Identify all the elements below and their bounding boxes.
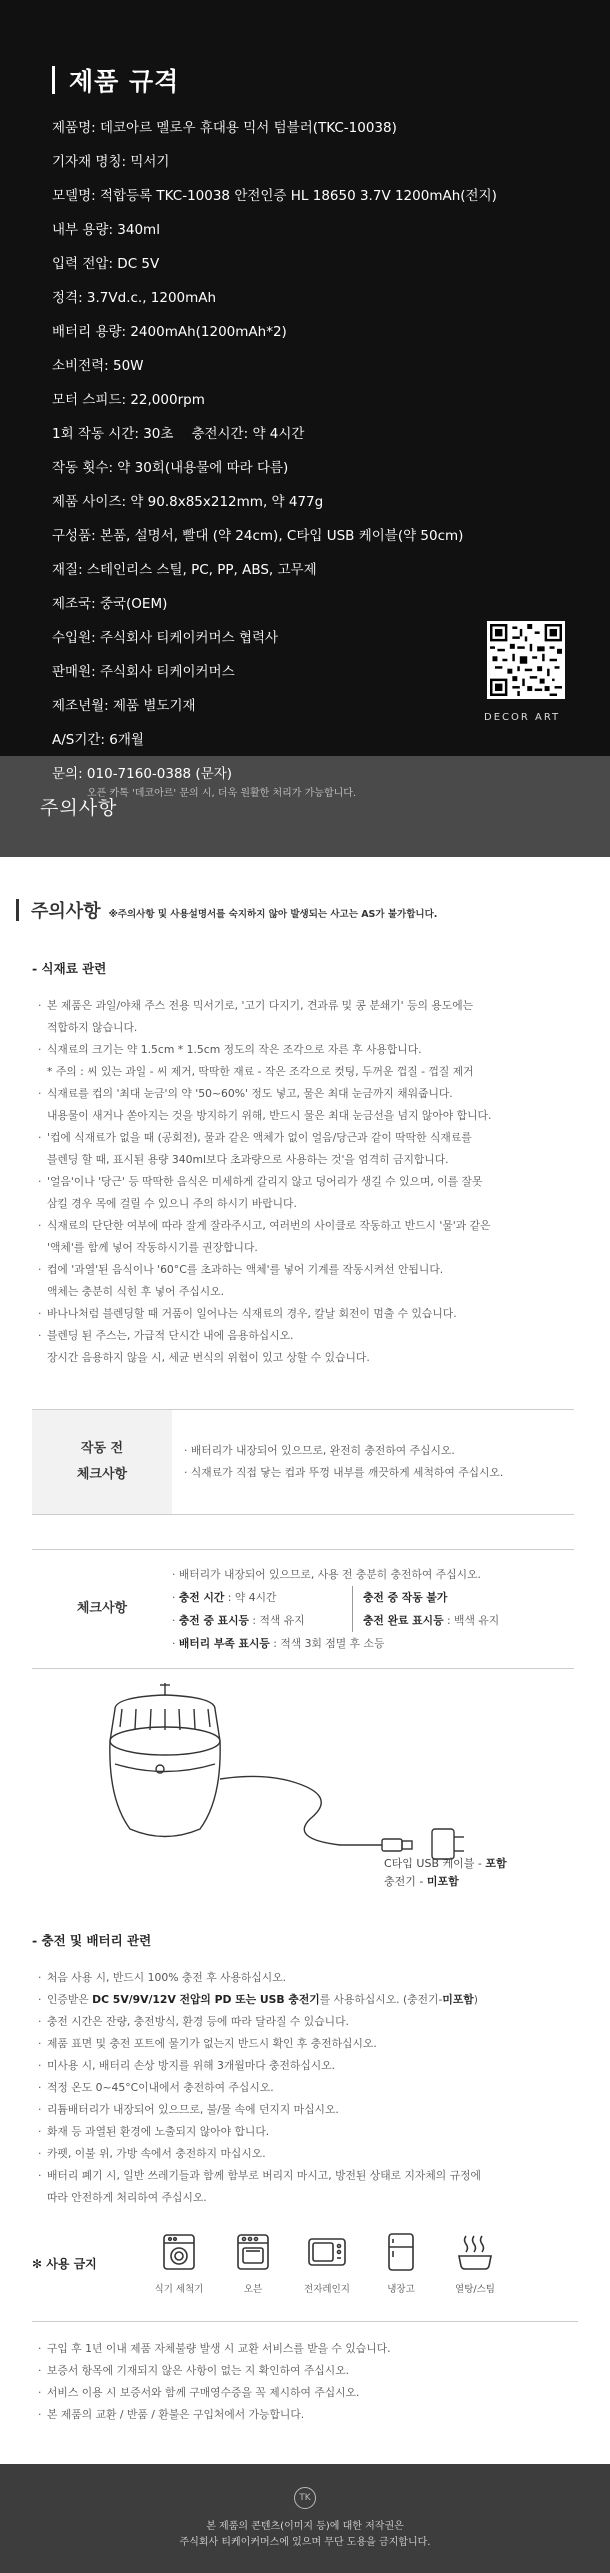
spec-line: 기자재 명칭: 믹서기 [52, 154, 170, 170]
charge-section-title: - 충전 및 배터리 관련 [32, 1933, 152, 1948]
charge-section [0, 1931, 610, 2209]
banned-dishwasher [142, 2231, 216, 2295]
spec-line: 내부 용량: 340ml [52, 222, 160, 238]
food-item: 적합하지 않습니다. [47, 1021, 138, 1034]
banned-microwave [290, 2231, 364, 2295]
status-label: 체크사항 [76, 1601, 128, 1616]
fridge-icon [380, 2231, 422, 2273]
spec-line: 제조년월: 제품 별도기재 [52, 698, 196, 714]
charge-item [38, 2055, 570, 2077]
status-row [32, 1550, 574, 1668]
food-item: * 주의 : 씨 있는 과일 - 씨 제거, 딱딱한 재료 - 작은 조각으로 컷팅, 두꺼운 껍질 - 껍질 제거 [47, 1065, 474, 1078]
pre-check-label-line2: 체크사항 [76, 1467, 128, 1482]
charge-time: · 충전 시간 : 약 4시간 [172, 1591, 277, 1604]
spec-line: 입력 전압: DC 5V [52, 256, 160, 272]
oven-icon [232, 2231, 274, 2273]
charge-item-text: 카펫, 이불 위, 가방 속에서 충전하지 마십시오. [47, 2147, 266, 2160]
spec-title: 제품 규격 [69, 67, 180, 96]
banned-item-label: 냉장고 [387, 2284, 415, 2295]
banned-item-label: 열탕/스팀 [455, 2284, 495, 2295]
food-item: 액체는 충분히 식힌 후 넣어 주십시오. [47, 1285, 225, 1298]
food-item: 블렌딩 할 때, 표시된 용량 340ml보다 초과량으로 사용하는 것'을 엄격히 금지합니다. [47, 1153, 449, 1166]
charge-item [38, 2011, 570, 2033]
banner-title: 주의사항 [40, 797, 118, 819]
status-table [32, 1549, 574, 1669]
heading-bar [52, 66, 55, 94]
status-grid [172, 1563, 574, 1655]
spec-heading [52, 62, 610, 98]
food-item: 내용물이 새거나 쏟아지는 것을 방지하기 위해, 반드시 물은 최대 눈금선을 넘지 않아야 합니다. [47, 1109, 492, 1122]
blender-and-cable-icon [0, 1669, 610, 1901]
spec-line: 문의: 010-7160-0388 (문자) [52, 766, 233, 782]
food-item: · 식재료의 단단한 여부에 따라 잘게 잘라주시고, 여러번의 사이클로 작동하고 반드시 '물'과 같은 [38, 1215, 570, 1237]
charge-item [38, 2099, 570, 2121]
food-section-title: - 식재료 관련 [32, 961, 107, 976]
pre-check-label [32, 1410, 172, 1514]
spec-line: 모터 스피드: 22,000rpm [52, 392, 205, 408]
warranty-item: · 서비스 이용 시 보증서와 함께 구매영수증을 꼭 제시하여 주십시오. [38, 2382, 538, 2404]
banned-item-label: 식기 세척기 [154, 2284, 204, 2295]
caution-heading [0, 897, 610, 923]
charger-label: 충전기 - 미포함 [384, 1875, 459, 1888]
charge-list [0, 1967, 610, 2209]
charge-item [38, 2187, 570, 2209]
brand-logo: DECOR ART [484, 712, 561, 723]
charge-item-text: 리튬배터리가 내장되어 있으므로, 불/물 속에 던지지 마십시오. [47, 2103, 339, 2116]
spec-line: 배터리 용량: 2400mAh(1200mAh*2) [52, 324, 287, 340]
charge-item-text: 미사용 시, 배터리 손상 방지를 위해 3개월마다 충전하십시오. [47, 2059, 336, 2072]
charge-item-text: 처음 사용 시, 반드시 100% 충전 후 사용하십시오. [47, 1971, 287, 1984]
spec-line: 제품 사이즈: 약 90.8x85x212mm, 약 477g [52, 494, 324, 510]
pre-check-row [32, 1410, 574, 1514]
spec-note: 오픈 카톡 '데코아르' 문의 시, 더욱 원활한 처리가 가능합니다. [87, 788, 357, 799]
spec-runtime: 1회 작동 시간: 30초 [52, 426, 174, 442]
charge-item-text: 인증받은 [47, 1993, 93, 2006]
copyright-line2: 주식회사 티케이커머스에 있으며 무단 도용을 금지합니다. [179, 2536, 431, 2548]
banned-label: ✻ 사용 금지 [32, 2256, 97, 2271]
charged-indicator: 충전 완료 표시등 : 백색 유지 [352, 1609, 574, 1632]
caution-title: 주의사항 [31, 901, 101, 922]
food-item: · 식재료의 크기는 약 1.5cm * 1.5cm 정도의 작은 조각으로 자른 후 사용합니다. [38, 1039, 570, 1061]
charge-item-text: 충전 시간은 잔량, 충전방식, 환경 등에 따라 달라질 수 있습니다. [47, 2015, 349, 2028]
spec-line: 재질: 스테인리스 스틸, PC, PP, ABS, 고무제 [52, 562, 317, 578]
charge-item [38, 2165, 570, 2187]
banned-item-label: 전자레인지 [304, 2284, 350, 2295]
pre-check-body [172, 1426, 574, 1498]
spec-line: 모델명: 적합등록 TKC-10038 안전인증 HL 18650 3.7V 1200mAh(전지) [52, 188, 497, 204]
spec-line: 정격: 3.7Vd.c., 1200mAh [52, 290, 217, 306]
charge-item-text: 배터리 폐기 시, 일반 쓰레기들과 함께 함부로 버리지 마시고, 방전된 상태로 지자체의 규정에 [47, 2169, 481, 2182]
charge-item [38, 1967, 570, 1989]
food-item: 장시간 음용하지 않을 시, 세균 번식의 위험이 있고 상할 수 있습니다. [47, 1351, 370, 1364]
microwave-icon [306, 2231, 348, 2273]
spec-charge-time: 충전시간: 약 4시간 [191, 426, 305, 442]
banned-steam [438, 2231, 512, 2295]
banned-item-label: 오븐 [243, 2284, 263, 2295]
footer [0, 2464, 610, 2573]
banned-items [142, 2231, 512, 2295]
charge-item-text: 따라 안전하게 처리하여 주십시오. [47, 2191, 207, 2204]
food-item: · 식재료를 컵의 '최대 눈금'의 약 '50~60%' 정도 넣고, 물은 최대 눈금까지 채워줍니다. [38, 1083, 570, 1105]
warranty-item: · 본 제품의 교환 / 반품 / 환불은 구입처에서 가능합니다. [38, 2404, 538, 2426]
spec-line: 판매원: 주식회사 티케이커머스 [52, 664, 235, 680]
banned-oven [216, 2231, 290, 2295]
spec-line: 제조국: 중국(OEM) [52, 596, 168, 612]
spec-line: 작동 횟수: 약 30회(내용물에 따라 다름) [52, 460, 289, 476]
warranty-list [32, 2338, 578, 2426]
spec-line: 제품명: 데코아르 멜로우 휴대용 믹서 텀블러(TKC-10038) [52, 120, 397, 136]
spec-line: A/S기간: 6개월 [52, 732, 144, 748]
product-illustration [0, 1669, 610, 1901]
charging-indicator: · 충전 중 표시등 : 적색 유지 [172, 1614, 305, 1627]
copyright-line1: 본 제품의 콘텐츠(이미지 등)에 대한 저작권은 [206, 2520, 404, 2532]
charge-item-text: 적정 온도 0~45°C이내에서 충전하여 주십시오. [47, 2081, 274, 2094]
spec-line: 수입원: 주식회사 티케이커머스 협력사 [52, 630, 279, 646]
brand-logo-icon: TK [294, 2487, 316, 2509]
qr-code-icon [487, 621, 565, 699]
charge-item [38, 2121, 570, 2143]
charge-item-emphasis: DC 5V/9V/12V 전압의 PD 또는 USB 충전기 [92, 1993, 320, 2006]
charge-item [38, 2033, 570, 2055]
steam-icon [454, 2231, 496, 2273]
charge-item-text: 화재 등 과열된 환경에 노출되지 않아야 합니다. [47, 2125, 270, 2138]
banned-fridge [364, 2231, 438, 2295]
food-item: · '얼음'이나 '당근' 등 딱딱한 음식은 미세하게 갈리지 않고 덩어리가 생길 수 있으며, 이를 잘못 [38, 1171, 570, 1193]
warranty-item: · 구입 후 1년 이내 제품 자체불량 발생 시 교환 서비스를 받을 수 있습니다. [38, 2338, 538, 2360]
warranty-section [32, 2321, 578, 2426]
charge-item-text: 를 사용하십시오. (충전기- [319, 1993, 443, 2006]
spec-line-time [52, 420, 610, 454]
spec-line: 소비전력: 50W [52, 358, 144, 374]
warranty-item: · 보증서 항목에 기재되지 않은 사항이 없는 지 확인하여 주십시오. [38, 2360, 538, 2382]
heading-bar [16, 899, 19, 921]
food-list [0, 995, 610, 1369]
banned-use-row [0, 2223, 610, 2303]
cable-label: C타입 USB 케이블 - 포함 [384, 1857, 507, 1870]
pre-check-label-line1: 작동 전 [80, 1441, 124, 1456]
dishwasher-icon [158, 2231, 200, 2273]
check-table [32, 1409, 574, 1515]
status-body [172, 1549, 574, 1669]
caution-warning: ※주의사항 및 사용설명서를 숙지하지 않아 발생되는 사고는 AS가 불가합니다. [108, 909, 438, 920]
charge-item-text: 제품 표면 및 충전 포트에 물기가 없는지 반드시 확인 후 충전하십시오. [47, 2037, 377, 2050]
pre-check-item: · 식재료가 직접 닿는 컵과 뚜껑 내부를 깨끗하게 세척하여 주십시오. [184, 1466, 504, 1479]
charge-item [38, 1989, 570, 2011]
charge-item [38, 2077, 570, 2099]
caution-content [0, 857, 610, 2426]
food-item: · 컵에 '과열'된 음식이나 '60°C를 초과하는 액체'를 넣어 기계를 작동시켜선 안됩니다. [38, 1259, 570, 1281]
charge-block: 충전 중 작동 불가 [352, 1586, 574, 1609]
pre-check-item: · 배터리가 내장되어 있으므로, 완전히 충전하여 주십시오. [184, 1444, 455, 1457]
spec-line: 구성품: 본품, 설명서, 빨대 (약 24cm), C타입 USB 케이블(약 50cm) [52, 528, 464, 544]
food-item: 삼킬 경우 목에 걸릴 수 있으니 주의 하시기 바랍니다. [47, 1197, 297, 1210]
food-item: · 바나나처럼 블렌딩할 때 거품이 일어나는 식재료의 경우, 칼날 회전이 멈출 수 있습니다. [38, 1303, 570, 1325]
charge-item-emphasis: 미포함 [442, 1993, 474, 2006]
food-item: '액체'를 함께 넣어 작동하시기를 권장합니다. [47, 1241, 258, 1254]
charge-item-text: ) [473, 1993, 478, 2006]
charge-item [38, 2143, 570, 2165]
food-item: · '컵에 식재료가 없을 때 (공회전), 물과 같은 액체가 없이 얼음/당근과 같이 딱딱한 식재료를 [38, 1127, 570, 1149]
status-intro: · 배터리가 내장되어 있으므로, 사용 전 충분히 충전하여 주십시오. [172, 1568, 481, 1581]
food-item: · 본 제품은 과일/야채 주스 전용 믹서기로, '고기 다지기, 견과류 및 콩 분쇄기' 등의 용도에는 [38, 995, 570, 1017]
spec-section [0, 0, 610, 799]
food-item: · 블렌딩 된 주스는, 가급적 단시간 내에 음용하십시오. [38, 1325, 570, 1347]
spec-list [52, 114, 610, 420]
low-battery-indicator: · 배터리 부족 표시등 : 적색 3회 점멸 후 소등 [172, 1637, 385, 1650]
